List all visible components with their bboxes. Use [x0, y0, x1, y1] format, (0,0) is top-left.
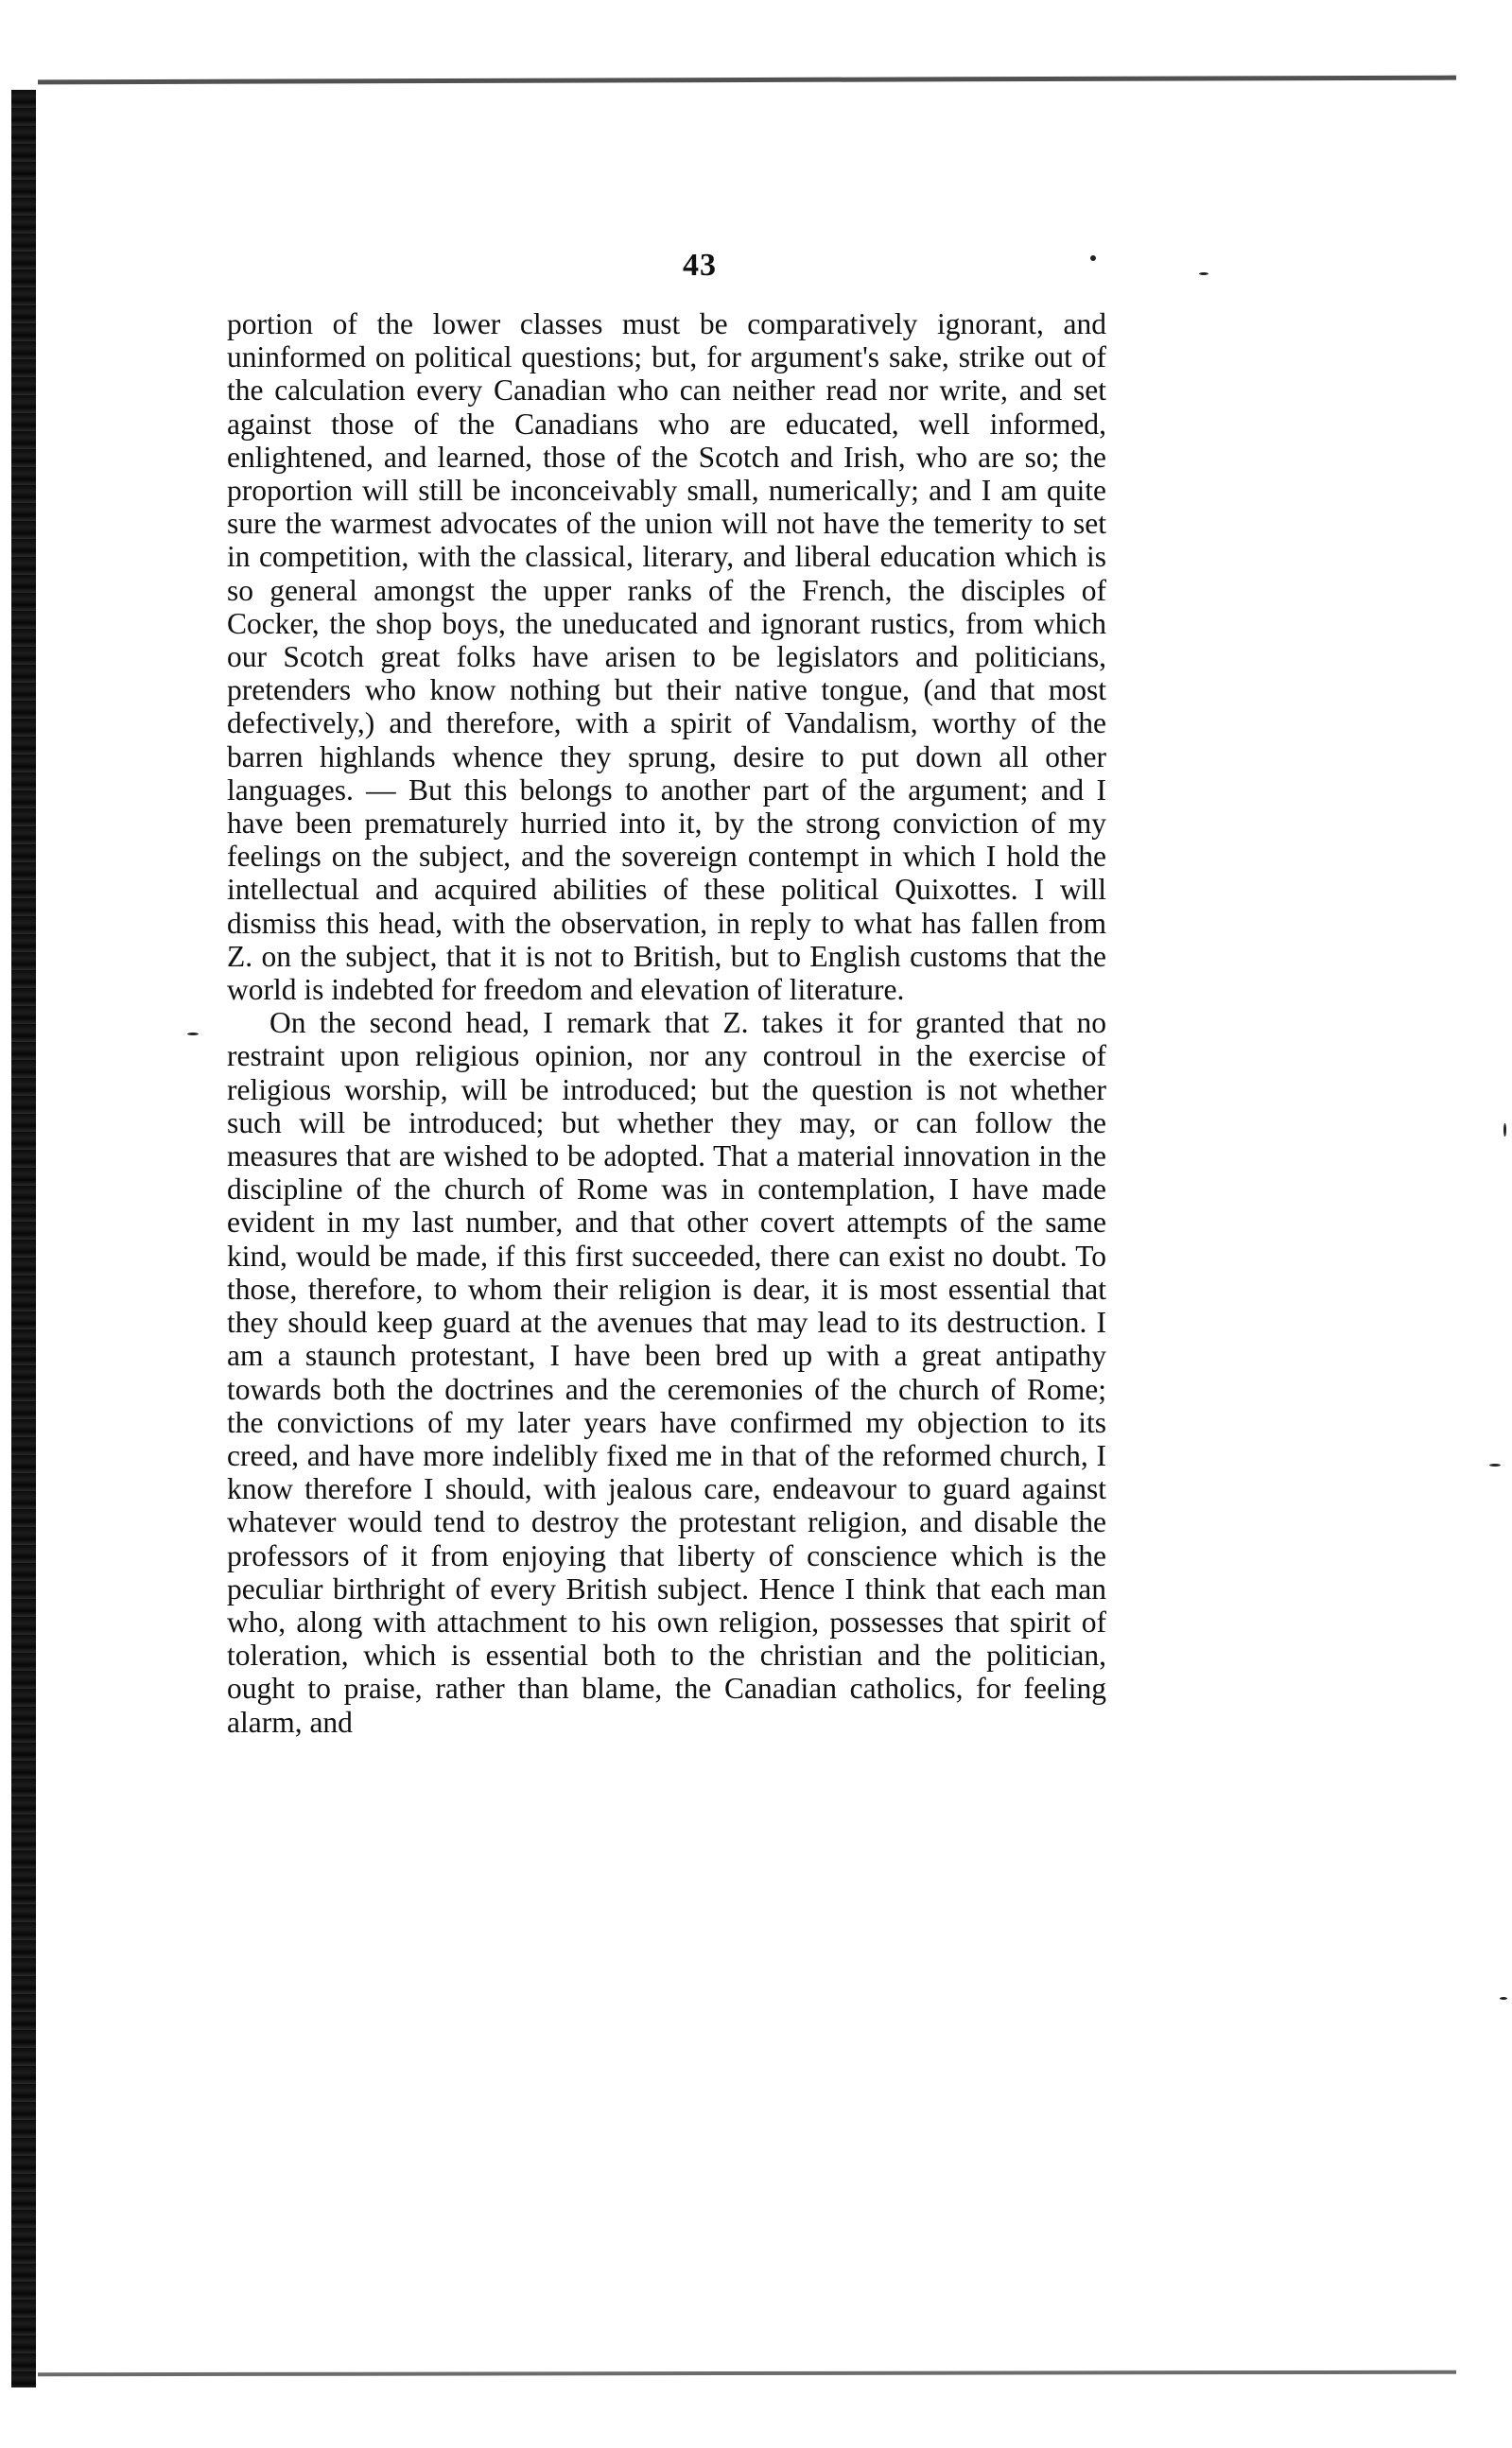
book-binding-edge: [11, 90, 36, 2387]
ink-speck: [1500, 1997, 1507, 2000]
bottom-page-edge: [38, 2370, 1456, 2377]
ink-speck: [187, 1033, 199, 1035]
top-page-edge: [38, 76, 1456, 85]
ink-speck: [1090, 255, 1096, 261]
page-number: 43: [683, 248, 717, 283]
paragraph-continuation: portion of the lower classes must be comparatively ignorant, and uninformed on political questions; but, for argument's sake, strike out of the calculation every Canadian who can neither read nor write, and set against those of the Canadians who are educated, well informed, enlightened, and learned, those of the Scotch and Irish, who are so; the proportion will still be inconceivably small, numerically; and I am quite sure the warmest advocates of the union will not have the temerity to set in competition, with the classical, literary, and liberal education which is so general amongst the upper ranks of the French, the disciples of Cocker, the shop boys, the uneducated and ignorant rustics, from which our Scotch great folks have arisen to be legislators and politicians, pretenders who know nothing but their native tongue, (and that most defectively,) and therefore, with a spirit of Vandalism, worthy of the barren highlands whence they sprung, desire to put down all other languages. — But this belongs to another part of the argument; and I have been prematurely hurried into it, by the strong conviction of my feelings on the subject, and the sovereign contempt in which I hold the intellectual and acquired abilities of these political Quixottes. I will dismiss this head, with the observation, in reply to what has fallen from Z. on the subject, that it is not to British, but to English customs that the world is indebted for freedom and elevation of literature.: [227, 307, 1106, 1007]
ink-speck: [1489, 1464, 1501, 1467]
ink-speck: [1199, 272, 1208, 275]
paragraph-second-head: On the second head, I remark that Z. takes it for granted that no restraint upon religious opinion, nor any controul in the exercise of religious worship, will be introduced; but the question is not whether such will be introduced; but whether they may, or can follow the measures that are wished to be adopted. That a material innovation in the discipline of the church of Rome was in contemplation, I have made evident in my last number, and that other covert attempts of the same kind, would be made, if this first succeeded, there can exist no doubt. To those, therefore, to whom their religion is dear, it is most essential that they should keep guard at the avenues that may lead to its destruction. I am a staunch protestant, I have been bred up with a great antipathy towards both the doctrines and the ceremonies of the church of Rome; the convictions of my later years have confirmed my objection to its creed, and have more indelibly fixed me in that of the reformed church, I know therefore I should, with jealous care, endeavour to guard against whatever would tend to destroy the protestant religion, and disable the professors of it from enjoying that liberty of conscience which is the peculiar birthright of every British subject. Hence I think that each man who, along with attachment to his own religion, possesses that spirit of toleration, which is essential both to the christian and the politician, ought to praise, rather than blame, the Canadian catholics, for feeling alarm, and: [227, 1006, 1106, 1739]
ink-speck: [1503, 1123, 1506, 1137]
body-text: [227, 307, 1106, 1739]
